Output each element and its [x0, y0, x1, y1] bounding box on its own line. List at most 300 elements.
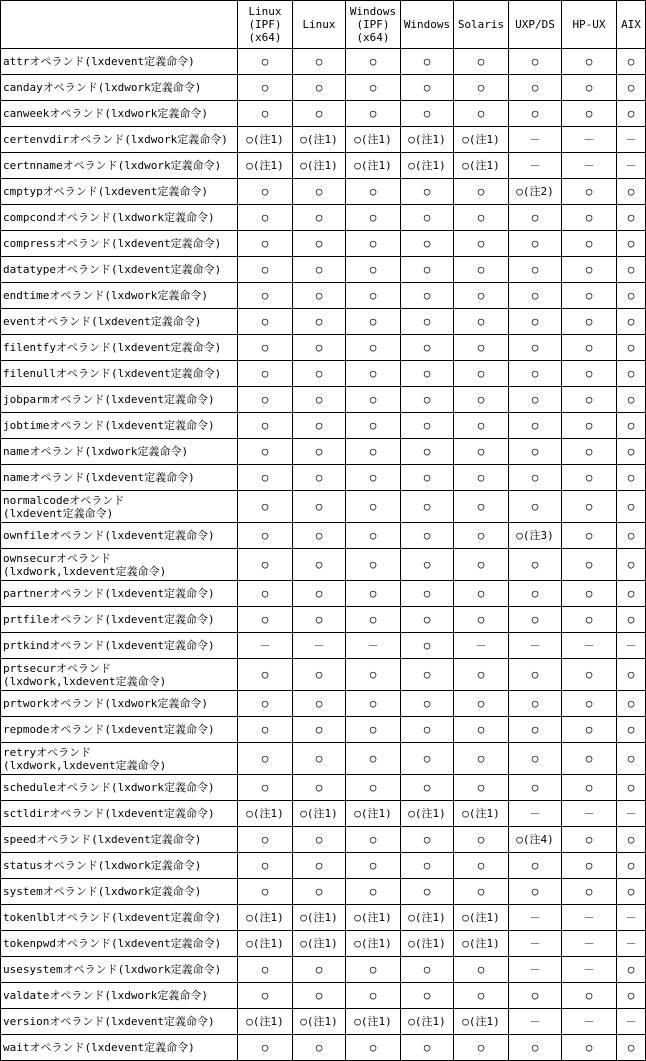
- operand-name: certnnameオペランド(lxdwork定義命令): [1, 153, 238, 179]
- support-cell: ○: [454, 743, 509, 775]
- support-cell: ○: [617, 879, 646, 905]
- support-cell: ○: [401, 231, 454, 257]
- table-row: [1, 101, 646, 127]
- support-cell: ○: [401, 775, 454, 801]
- operand-name: ownsecurオペランド (lxdwork,lxdevent定義命令): [1, 549, 238, 581]
- support-cell: ○: [562, 879, 617, 905]
- support-cell: －: [617, 931, 646, 957]
- support-cell: ○: [293, 607, 346, 633]
- support-cell: ○: [509, 75, 562, 101]
- support-cell: －: [509, 905, 562, 931]
- support-cell: ○: [293, 827, 346, 853]
- support-cell: ○: [509, 581, 562, 607]
- support-cell: ○: [238, 983, 293, 1009]
- support-cell: ○: [509, 309, 562, 335]
- support-cell: ○: [562, 691, 617, 717]
- support-cell: ○: [562, 549, 617, 581]
- operand-name: filenullオペランド(lxdevent定義命令): [1, 361, 238, 387]
- support-cell: ○: [509, 205, 562, 231]
- support-cell: ○(注1): [401, 153, 454, 179]
- support-cell: －: [562, 633, 617, 659]
- support-cell: ○(注4): [509, 827, 562, 853]
- support-cell: ○: [509, 607, 562, 633]
- support-cell: ○: [562, 581, 617, 607]
- support-cell: ○: [401, 659, 454, 691]
- support-cell: ○: [562, 387, 617, 413]
- support-cell: ○: [562, 717, 617, 743]
- support-cell: ○: [454, 439, 509, 465]
- support-cell: ○: [509, 335, 562, 361]
- operand-name: waitオペランド(lxdevent定義命令): [1, 1035, 238, 1061]
- support-cell: ○(注1): [238, 153, 293, 179]
- support-cell: ○: [346, 101, 401, 127]
- operand-name: ownfileオペランド(lxdevent定義命令): [1, 523, 238, 549]
- support-cell: ○: [401, 49, 454, 75]
- support-cell: ○: [346, 49, 401, 75]
- support-cell: ○: [238, 49, 293, 75]
- support-cell: ○: [562, 205, 617, 231]
- support-cell: ○: [454, 413, 509, 439]
- support-cell: ○: [617, 717, 646, 743]
- support-cell: ○: [401, 581, 454, 607]
- support-cell: ○: [454, 49, 509, 75]
- support-cell: ○(注1): [454, 905, 509, 931]
- support-cell: ○: [346, 775, 401, 801]
- support-cell: －: [509, 633, 562, 659]
- support-cell: ○: [454, 879, 509, 905]
- support-cell: ○: [401, 75, 454, 101]
- support-cell: －: [509, 801, 562, 827]
- support-cell: ○: [346, 827, 401, 853]
- support-cell: ○: [346, 413, 401, 439]
- support-cell: ○: [454, 231, 509, 257]
- support-cell: ○: [293, 1035, 346, 1061]
- header-platform: Solaris: [454, 1, 509, 49]
- support-cell: ○: [238, 549, 293, 581]
- support-cell: ○: [454, 205, 509, 231]
- support-cell: ○: [238, 413, 293, 439]
- support-cell: ○: [562, 335, 617, 361]
- support-cell: ○(注1): [401, 931, 454, 957]
- support-cell: ○: [346, 957, 401, 983]
- operand-name: normalcodeオペランド (lxdevent定義命令): [1, 491, 238, 523]
- support-cell: ○(注1): [346, 905, 401, 931]
- support-cell: ○: [346, 361, 401, 387]
- support-cell: ○: [401, 413, 454, 439]
- support-cell: ○: [238, 717, 293, 743]
- support-cell: ○: [509, 879, 562, 905]
- support-cell: －: [617, 153, 646, 179]
- support-cell: ○: [617, 49, 646, 75]
- support-cell: ○: [617, 413, 646, 439]
- table-row: [1, 549, 646, 581]
- support-cell: ○: [293, 853, 346, 879]
- table-row: [1, 465, 646, 491]
- operand-name: attrオペランド(lxdevent定義命令): [1, 49, 238, 75]
- support-cell: ○: [454, 257, 509, 283]
- support-cell: ○: [238, 309, 293, 335]
- table-row: [1, 523, 646, 549]
- support-cell: －: [509, 957, 562, 983]
- support-cell: －: [562, 957, 617, 983]
- support-cell: ○: [346, 387, 401, 413]
- support-cell: ○: [617, 361, 646, 387]
- operand-name: speedオペランド(lxdevent定義命令): [1, 827, 238, 853]
- support-cell: ○: [401, 465, 454, 491]
- table-row: [1, 179, 646, 205]
- support-cell: ○(注1): [346, 801, 401, 827]
- support-cell: ○: [346, 257, 401, 283]
- support-cell: ○(注1): [293, 931, 346, 957]
- support-cell: ○: [293, 983, 346, 1009]
- support-cell: ○: [617, 827, 646, 853]
- support-cell: ○: [293, 335, 346, 361]
- support-cell: ○(注1): [401, 801, 454, 827]
- support-cell: ○: [401, 205, 454, 231]
- table-row: [1, 853, 646, 879]
- support-cell: ○: [617, 439, 646, 465]
- support-cell: ○(注1): [346, 127, 401, 153]
- support-cell: ○: [617, 523, 646, 549]
- support-cell: ○: [454, 361, 509, 387]
- support-cell: －: [617, 633, 646, 659]
- support-cell: ○: [293, 49, 346, 75]
- header-platform: Windows: [401, 1, 454, 49]
- support-cell: ○: [346, 983, 401, 1009]
- support-cell: ○: [562, 439, 617, 465]
- support-cell: ○: [562, 775, 617, 801]
- support-cell: ○(注1): [293, 905, 346, 931]
- table-row: [1, 205, 646, 231]
- operand-name: prtsecurオペランド (lxdwork,lxdevent定義命令): [1, 659, 238, 691]
- support-cell: ○: [346, 607, 401, 633]
- support-cell: ○: [401, 549, 454, 581]
- support-cell: －: [617, 127, 646, 153]
- support-cell: ○: [562, 49, 617, 75]
- support-cell: ○: [509, 743, 562, 775]
- support-cell: ○: [238, 361, 293, 387]
- table-row: [1, 775, 646, 801]
- header-platform: Windows (IPF) (x64): [346, 1, 401, 49]
- table-row: [1, 827, 646, 853]
- support-cell: ○: [562, 743, 617, 775]
- operand-name: certenvdirオペランド(lxdwork定義命令): [1, 127, 238, 153]
- support-cell: ○: [401, 607, 454, 633]
- support-cell: ○: [617, 491, 646, 523]
- operand-name: endtimeオペランド(lxdwork定義命令): [1, 283, 238, 309]
- support-cell: ○: [509, 491, 562, 523]
- support-cell: ○: [346, 549, 401, 581]
- support-cell: ○: [238, 827, 293, 853]
- support-cell: －: [509, 931, 562, 957]
- support-cell: ○: [346, 335, 401, 361]
- support-cell: ○: [401, 853, 454, 879]
- operand-name: sctldirオペランド(lxdevent定義命令): [1, 801, 238, 827]
- support-cell: ○: [238, 257, 293, 283]
- support-cell: ○: [238, 743, 293, 775]
- support-cell: ○: [509, 439, 562, 465]
- support-cell: ○: [562, 179, 617, 205]
- support-cell: ○: [454, 465, 509, 491]
- table-row: [1, 257, 646, 283]
- header-platform: UXP/DS: [509, 1, 562, 49]
- support-cell: ○: [617, 205, 646, 231]
- operand-name: compcondオペランド(lxdwork定義命令): [1, 205, 238, 231]
- support-cell: ○: [401, 523, 454, 549]
- support-cell: －: [617, 801, 646, 827]
- support-cell: ○: [238, 283, 293, 309]
- support-cell: ○: [293, 465, 346, 491]
- support-cell: －: [509, 127, 562, 153]
- support-cell: ○: [401, 743, 454, 775]
- operand-name: repmodeオペランド(lxdevent定義命令): [1, 717, 238, 743]
- support-cell: ○: [454, 827, 509, 853]
- support-cell: ○: [238, 439, 293, 465]
- table-row: [1, 931, 646, 957]
- support-cell: ○: [617, 581, 646, 607]
- support-cell: ○: [238, 957, 293, 983]
- support-cell: ○: [562, 853, 617, 879]
- support-cell: ○(注2): [509, 179, 562, 205]
- support-cell: ○: [293, 491, 346, 523]
- table-row: [1, 75, 646, 101]
- support-cell: ○: [293, 775, 346, 801]
- table-row: [1, 127, 646, 153]
- support-cell: ○: [401, 691, 454, 717]
- support-cell: ○(注1): [238, 801, 293, 827]
- operand-name: statusオペランド(lxdwork定義命令): [1, 853, 238, 879]
- support-cell: ○: [454, 387, 509, 413]
- support-cell: ○: [509, 853, 562, 879]
- support-cell: ○: [401, 717, 454, 743]
- support-cell: ○(注1): [454, 931, 509, 957]
- support-cell: ○: [401, 1035, 454, 1061]
- support-cell: －: [617, 1009, 646, 1035]
- support-cell: ○: [346, 691, 401, 717]
- support-cell: ○(注1): [401, 905, 454, 931]
- table-row: [1, 309, 646, 335]
- support-cell: ○: [454, 983, 509, 1009]
- support-cell: ○: [454, 523, 509, 549]
- support-cell: ○: [562, 659, 617, 691]
- support-cell: ○: [401, 101, 454, 127]
- support-cell: ○: [617, 335, 646, 361]
- support-cell: ○: [401, 439, 454, 465]
- support-cell: ○(注1): [346, 1009, 401, 1035]
- table-body: [1, 49, 646, 1061]
- support-cell: ○: [617, 691, 646, 717]
- support-cell: ○(注1): [238, 905, 293, 931]
- support-cell: ○: [617, 231, 646, 257]
- operand-name: systemオペランド(lxdwork定義命令): [1, 879, 238, 905]
- support-cell: ○: [238, 581, 293, 607]
- support-cell: －: [562, 153, 617, 179]
- support-cell: ○(注1): [238, 127, 293, 153]
- support-cell: ○: [454, 607, 509, 633]
- support-cell: ○(注1): [401, 1009, 454, 1035]
- support-cell: ○: [401, 879, 454, 905]
- table-row: [1, 491, 646, 523]
- support-cell: ○: [617, 387, 646, 413]
- support-cell: ○: [238, 879, 293, 905]
- support-cell: ○: [562, 827, 617, 853]
- operand-name: tokenpwdオペランド(lxdevent定義命令): [1, 931, 238, 957]
- table-row: [1, 283, 646, 309]
- support-cell: ○: [509, 231, 562, 257]
- table-row: [1, 905, 646, 931]
- support-cell: ○(注1): [238, 931, 293, 957]
- support-cell: ○: [509, 659, 562, 691]
- table-row: [1, 387, 646, 413]
- support-cell: ○: [238, 523, 293, 549]
- support-cell: －: [454, 633, 509, 659]
- support-cell: ○: [509, 691, 562, 717]
- support-cell: －: [562, 905, 617, 931]
- header-platform: Linux: [293, 1, 346, 49]
- support-cell: ○: [238, 101, 293, 127]
- support-cell: ○: [617, 743, 646, 775]
- support-cell: －: [562, 127, 617, 153]
- support-cell: ○: [562, 1035, 617, 1061]
- operand-name: versionオペランド(lxdevent定義命令): [1, 1009, 238, 1035]
- support-cell: ○: [454, 283, 509, 309]
- header-operand: [1, 1, 238, 49]
- support-cell: ○: [509, 465, 562, 491]
- support-cell: ○: [238, 387, 293, 413]
- support-cell: ○: [509, 717, 562, 743]
- operand-name: scheduleオペランド(lxdwork定義命令): [1, 775, 238, 801]
- support-cell: ○(注1): [293, 1009, 346, 1035]
- support-cell: －: [346, 633, 401, 659]
- support-cell: ○: [454, 957, 509, 983]
- support-cell: ○: [238, 491, 293, 523]
- operand-name: nameオペランド(lxdwork定義命令): [1, 439, 238, 465]
- support-cell: ○(注1): [293, 127, 346, 153]
- support-cell: －: [293, 633, 346, 659]
- operand-name: jobtimeオペランド(lxdevent定義命令): [1, 413, 238, 439]
- support-cell: ○: [562, 983, 617, 1009]
- support-cell: ○: [293, 231, 346, 257]
- support-cell: ○: [401, 361, 454, 387]
- table-row: [1, 439, 646, 465]
- operand-name: tokenlblオペランド(lxdevent定義命令): [1, 905, 238, 931]
- support-cell: ○: [509, 361, 562, 387]
- operand-name: filentfyオペランド(lxdevent定義命令): [1, 335, 238, 361]
- support-cell: ○: [346, 853, 401, 879]
- header-platform: AIX: [617, 1, 646, 49]
- support-cell: ○: [346, 659, 401, 691]
- table-row: [1, 743, 646, 775]
- header-row: [1, 1, 646, 49]
- operand-name: jobparmオペランド(lxdevent定義命令): [1, 387, 238, 413]
- support-cell: ○: [238, 465, 293, 491]
- operand-name: partnerオペランド(lxdevent定義命令): [1, 581, 238, 607]
- support-cell: ○: [617, 853, 646, 879]
- support-cell: ○: [293, 549, 346, 581]
- support-cell: ○: [509, 413, 562, 439]
- support-cell: ○: [293, 659, 346, 691]
- support-cell: ○: [293, 101, 346, 127]
- support-cell: ○: [454, 491, 509, 523]
- support-cell: ○: [454, 101, 509, 127]
- table-row: [1, 1009, 646, 1035]
- support-cell: ○: [562, 75, 617, 101]
- support-cell: ○: [346, 879, 401, 905]
- support-cell: ○: [617, 101, 646, 127]
- support-cell: ○: [454, 1035, 509, 1061]
- table-row: [1, 335, 646, 361]
- support-cell: －: [509, 1009, 562, 1035]
- table-row: [1, 361, 646, 387]
- support-cell: ○: [509, 283, 562, 309]
- operand-name: nameオペランド(lxdevent定義命令): [1, 465, 238, 491]
- support-cell: ○: [293, 717, 346, 743]
- support-cell: ○: [401, 257, 454, 283]
- support-cell: ○: [454, 659, 509, 691]
- support-cell: ○: [454, 581, 509, 607]
- support-cell: ○: [293, 309, 346, 335]
- support-cell: ○: [238, 691, 293, 717]
- support-cell: －: [562, 931, 617, 957]
- support-cell: ○: [346, 439, 401, 465]
- support-cell: ○: [401, 983, 454, 1009]
- support-cell: ○: [346, 283, 401, 309]
- table-row: [1, 659, 646, 691]
- support-cell: ○: [454, 775, 509, 801]
- support-cell: ○: [293, 957, 346, 983]
- support-cell: ○: [293, 75, 346, 101]
- support-cell: ○: [346, 231, 401, 257]
- support-cell: ○(注1): [293, 801, 346, 827]
- table-row: [1, 581, 646, 607]
- support-cell: ○: [346, 309, 401, 335]
- support-cell: ○: [509, 775, 562, 801]
- support-cell: ○: [401, 633, 454, 659]
- support-cell: ○: [238, 335, 293, 361]
- support-cell: ○: [346, 523, 401, 549]
- support-cell: ○(注1): [238, 1009, 293, 1035]
- support-cell: ○: [454, 335, 509, 361]
- support-cell: ○: [617, 75, 646, 101]
- table-row: [1, 231, 646, 257]
- support-cell: ○(注1): [454, 801, 509, 827]
- support-cell: ○: [562, 607, 617, 633]
- support-cell: ○: [346, 581, 401, 607]
- support-cell: ○: [617, 775, 646, 801]
- support-cell: ○(注1): [401, 127, 454, 153]
- support-cell: ○: [293, 205, 346, 231]
- support-cell: ○: [238, 179, 293, 205]
- support-cell: ○: [346, 717, 401, 743]
- support-cell: ○(注1): [454, 1009, 509, 1035]
- support-cell: ○: [509, 549, 562, 581]
- support-cell: －: [562, 801, 617, 827]
- support-cell: ○: [346, 75, 401, 101]
- operand-name: datatypeオペランド(lxdevent定義命令): [1, 257, 238, 283]
- support-cell: ○: [238, 205, 293, 231]
- support-cell: ○: [293, 361, 346, 387]
- support-cell: ○: [617, 1035, 646, 1061]
- table-header: [1, 1, 646, 49]
- operand-name: prtfileオペランド(lxdevent定義命令): [1, 607, 238, 633]
- support-cell: ○: [509, 983, 562, 1009]
- support-cell: ○: [509, 49, 562, 75]
- support-cell: －: [509, 153, 562, 179]
- support-cell: ○: [401, 335, 454, 361]
- support-cell: ○(注3): [509, 523, 562, 549]
- support-cell: ○: [617, 549, 646, 581]
- support-cell: ○: [238, 775, 293, 801]
